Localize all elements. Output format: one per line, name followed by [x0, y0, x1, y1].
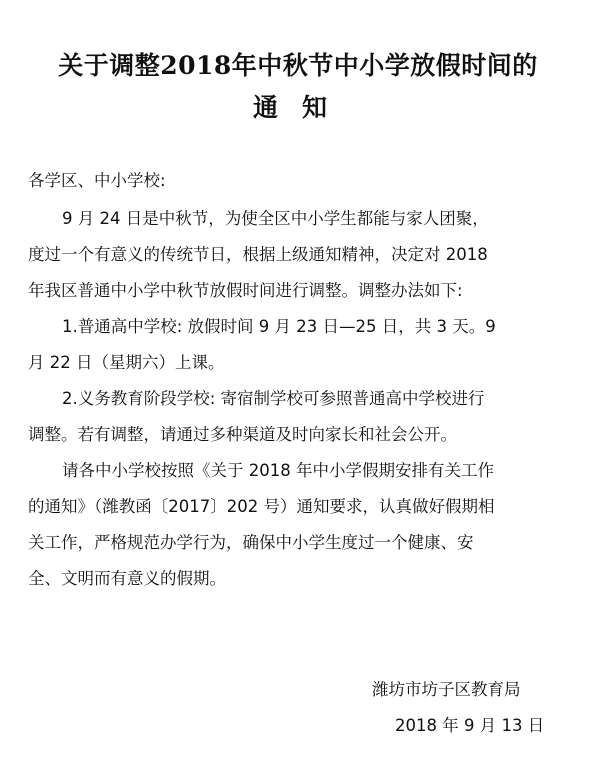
body-line: 关工作，严格规范办学行为，确保中小学生度过一个健康、安 [28, 533, 474, 552]
issue-date: 2018 年 9 月 13 日 [395, 716, 545, 735]
body-line: 度过一个有意义的传统节日，根据上级通知精神，决定对 2018 [28, 245, 488, 264]
salutation: 各学区、中小学校: [28, 171, 166, 190]
body-line: 年我区普通中小学中秋节放假时间进行调整。调整办法如下: [28, 281, 463, 300]
notice-title-line-1: 关于调整2018年中秋节中小学放假时间的 [58, 51, 538, 80]
body-line: 请各中小学校按照《关于 2018 年中小学假期安排有关工作 [62, 461, 494, 480]
body-line: 1.普通高中学校: 放假时间 9 月 23 日—25 日，共 3 天。9 [62, 317, 496, 336]
body-line: 2.义务教育阶段学校: 寄宿制学校可参照普通高中学校进行 [62, 389, 485, 408]
notice-title-line-2: 通知 [252, 93, 351, 122]
issuer-name: 潍坊市坊子区教育局 [372, 680, 521, 699]
body-line: 的通知》（潍教函〔2017〕202 号）通知要求，认真做好假期相 [28, 497, 495, 516]
body-line: 全、文明而有意义的假期。 [28, 569, 226, 588]
body-line: 9 月 24 日是中秋节，为使全区中小学生都能与家人团聚， [62, 209, 489, 228]
body-line: 调整。若有调整，请通过多种渠道及时向家长和社会公开。 [28, 425, 457, 444]
body-line: 月 22 日（星期六）上课。 [28, 353, 225, 372]
